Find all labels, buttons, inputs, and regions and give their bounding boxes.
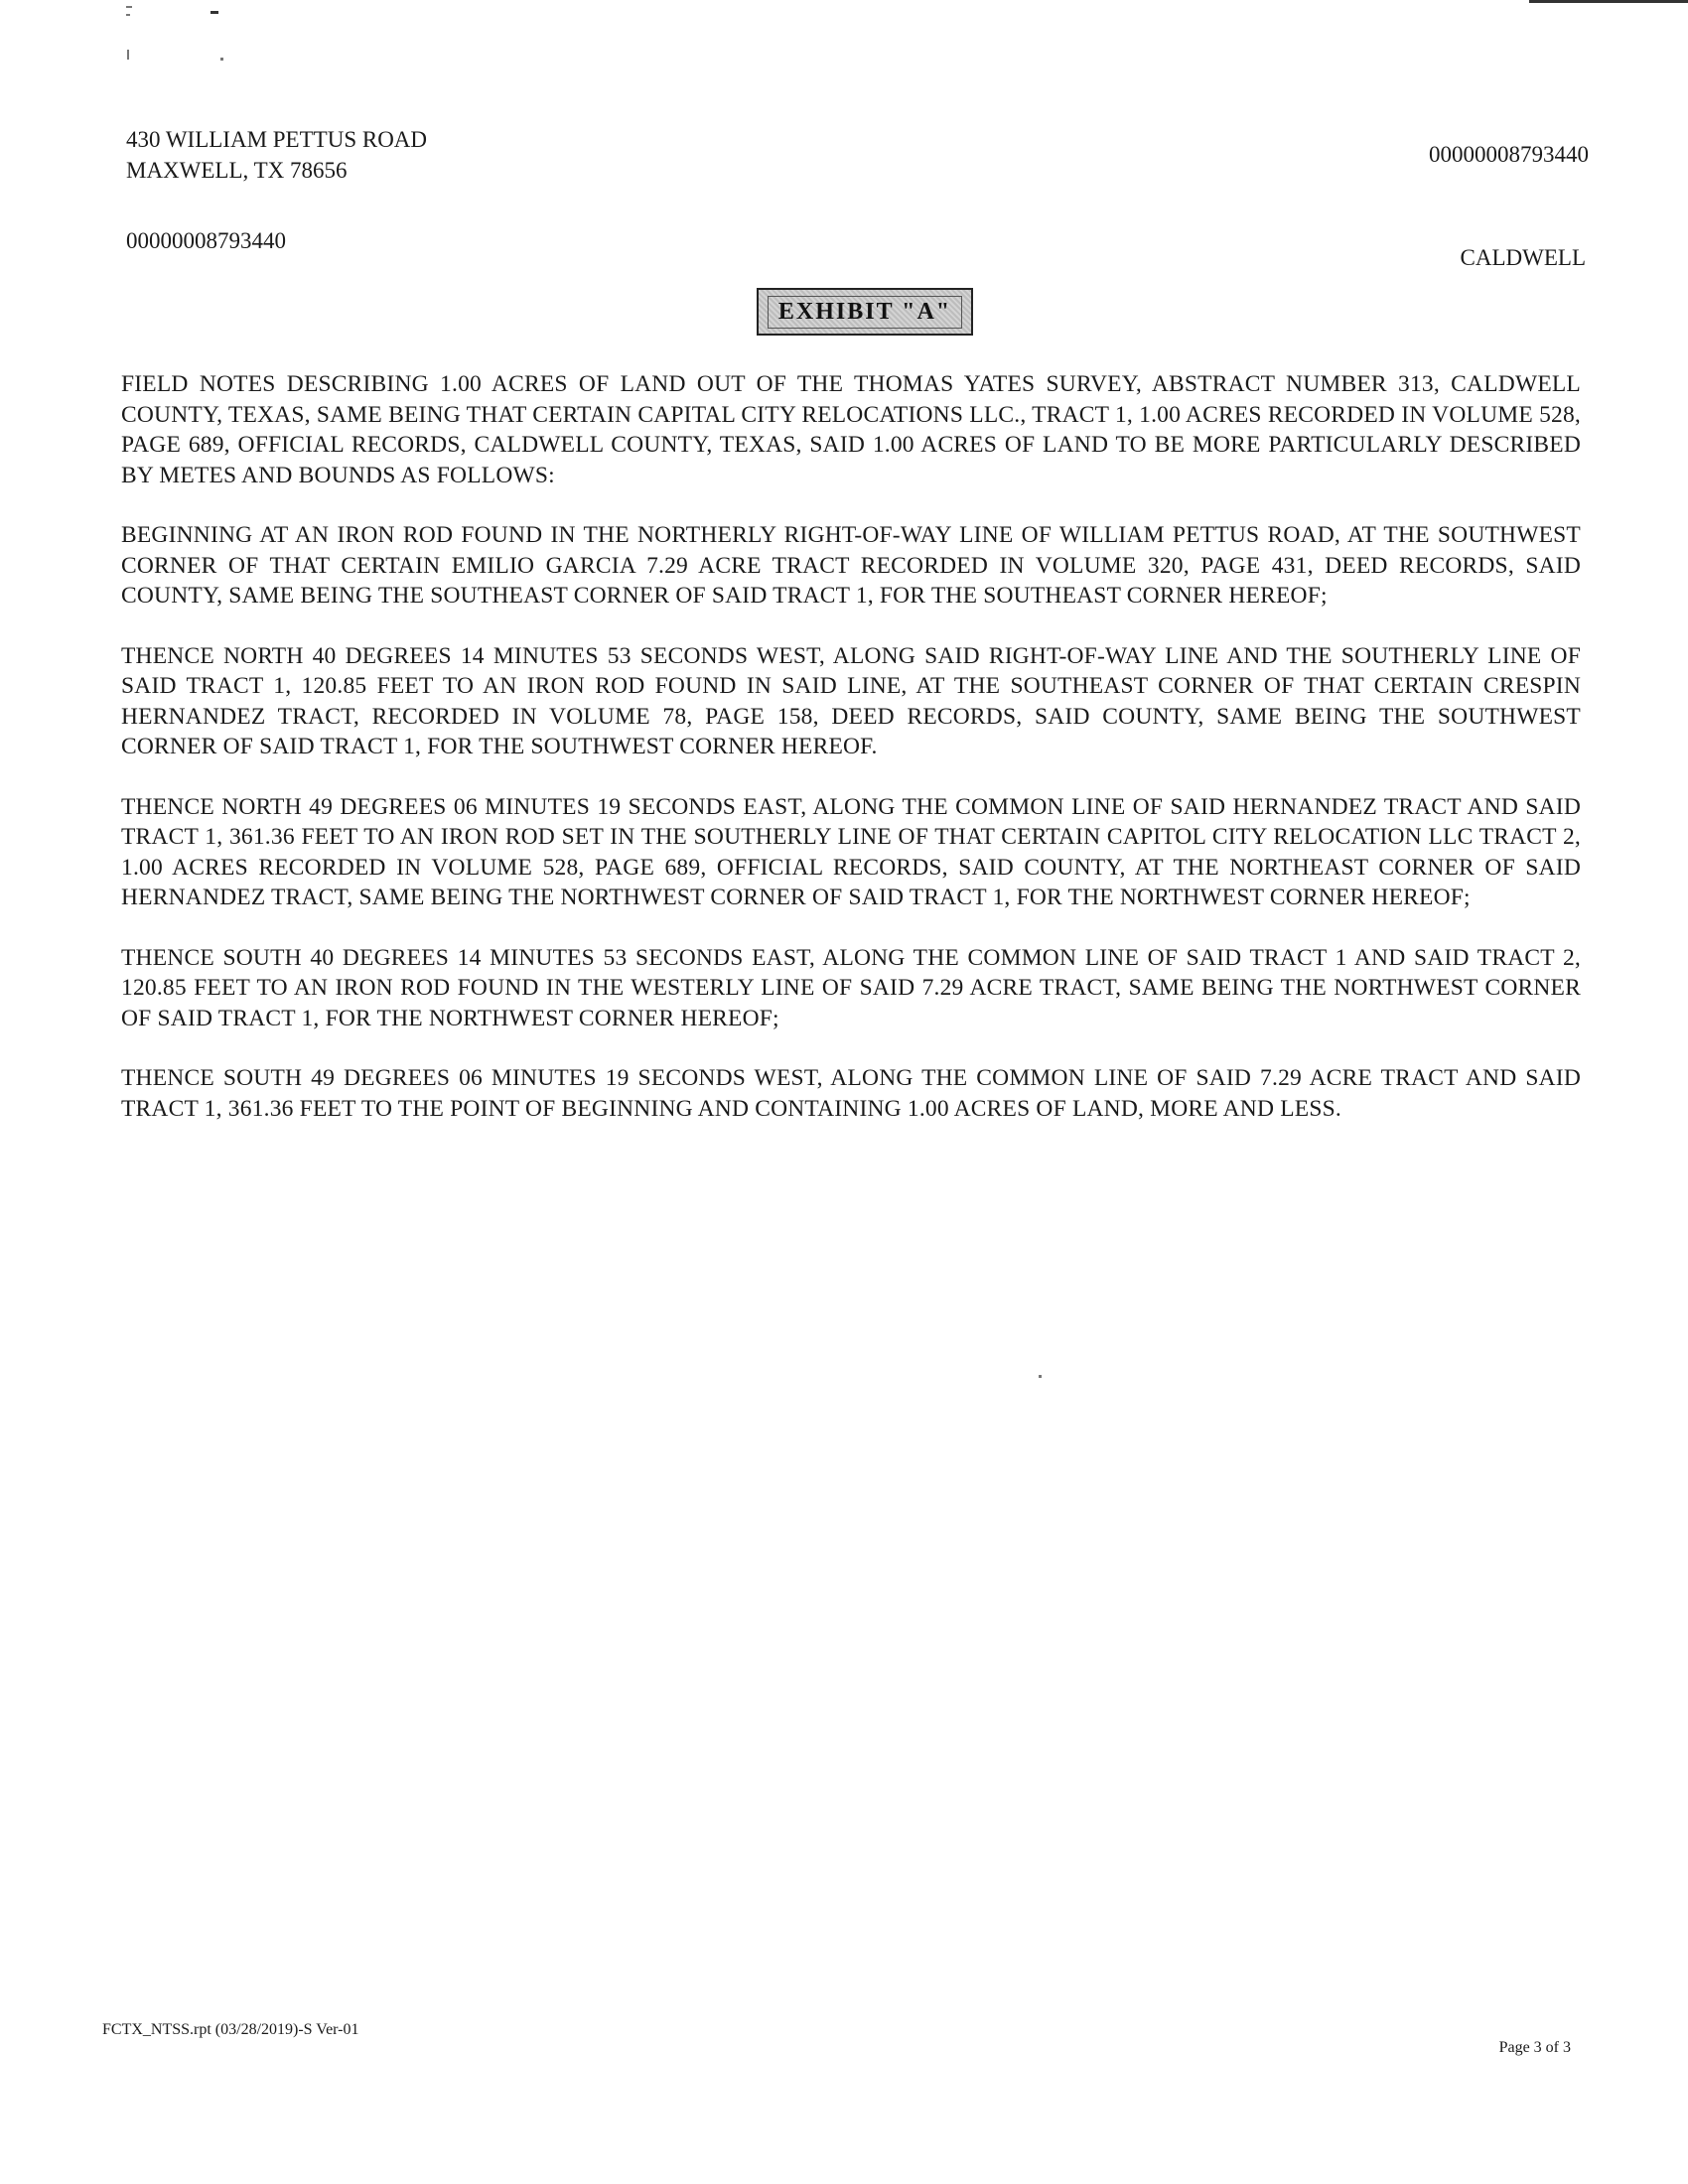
- paragraph-thence-1: THENCE NORTH 40 DEGREES 14 MINUTES 53 SECONDS WEST, ALONG SAID RIGHT-OF-WAY LINE AND THE SOUTHERLY LINE OF SAID TRACT 1, 120.85 FEET TO AN IRON ROD FOUND IN SAID LINE, AT THE SOUTHEAST CORNER OF THAT CERTAIN CRESPIN HERNANDEZ TRACT, RECORDED IN VOLUME 78, PAGE 158, DEED RECORDS, SAID COUNTY, SAME BEING THE SOUTHWEST CORNER OF SAID TRACT 1, FOR THE SOUTHWEST CORNER HEREOF.: [121, 642, 1581, 759]
- scan-speck: [127, 50, 129, 60]
- address-line-2: MAXWELL, TX 78656: [126, 158, 348, 183]
- report-id: FCTX_NTSS.rpt (03/28/2019)-S Ver-01: [102, 2021, 359, 2038]
- county-name: CALDWELL: [1460, 245, 1586, 270]
- scan-speck: [211, 11, 218, 14]
- scan-speck: [126, 6, 132, 8]
- legal-description: [121, 369, 1581, 1154]
- paragraph-thence-3: THENCE SOUTH 40 DEGREES 14 MINUTES 53 SECONDS EAST, ALONG THE COMMON LINE OF SAID TRACT 1 AND SAID TRACT 2, 120.85 FEET TO AN IRON ROD FOUND IN THE WESTERLY LINE OF SAID 7.29 ACRE TRACT, SAME BEING THE NORTHWEST CORNER OF SAID TRACT 1, FOR THE NORTHWEST CORNER HEREOF;: [121, 944, 1581, 1031]
- scan-speck: [220, 58, 223, 61]
- property-address: [126, 124, 427, 186]
- loan-number-left: 00000008793440: [126, 228, 286, 253]
- scan-speck: [1039, 1375, 1042, 1378]
- scan-speck: [126, 14, 130, 16]
- paragraph-thence-4: THENCE SOUTH 49 DEGREES 06 MINUTES 19 SECONDS WEST, ALONG THE COMMON LINE OF SAID 7.29 ACRE TRACT AND SAID TRACT 1, 361.36 FEET TO THE POINT OF BEGINNING AND CONTAINING 1.00 ACRES OF LAND, MORE AND LESS.: [121, 1065, 1581, 1122]
- paragraph-field-notes: FIELD NOTES DESCRIBING 1.00 ACRES OF LAND OUT OF THE THOMAS YATES SURVEY, ABSTRACT NUMBER 313, CALDWELL COUNTY, TEXAS, SAME BEING THAT CERTAIN CAPITAL CITY RELOCATIONS LLC., TRACT 1, 1.00 ACRES RECORDED IN VOLUME 528, PAGE 689, OFFICIAL RECORDS, CALDWELL COUNTY, TEXAS, SAID 1.00 ACRES OF LAND TO BE MORE PARTICULARLY DESCRIBED BY METES AND BOUNDS AS FOLLOWS:: [121, 371, 1581, 488]
- paragraph-beginning: BEGINNING AT AN IRON ROD FOUND IN THE NORTHERLY RIGHT-OF-WAY LINE OF WILLIAM PETTUS ROAD, AT THE SOUTHWEST CORNER OF THAT CERTAIN EMILIO GARCIA 7.29 ACRE TRACT RECORDED IN VOLUME 320, PAGE 431, DEED RECORDS, SAID COUNTY, SAME BEING THE SOUTHEAST CORNER OF SAID TRACT 1, FOR THE SOUTHEAST CORNER HEREOF;: [121, 522, 1581, 609]
- exhibit-title: EXHIBIT "A": [768, 296, 962, 329]
- page-number: Page 3 of 3: [1498, 2039, 1571, 2056]
- address-line-1: 430 WILLIAM PETTUS ROAD: [126, 127, 428, 152]
- paragraph-thence-2: THENCE NORTH 49 DEGREES 06 MINUTES 19 SECONDS EAST, ALONG THE COMMON LINE OF SAID HERNANDEZ TRACT AND SAID TRACT 1, 361.36 FEET TO AN IRON ROD SET IN THE SOUTHERLY LINE OF THAT CERTAIN CAPITOL CITY RELOCATION LLC TRACT 2, 1.00 ACRES RECORDED IN VOLUME 528, PAGE 689, OFFICIAL RECORDS, SAID COUNTY, AT THE NORTHEAST CORNER OF SAID HERNANDEZ TRACT, SAME BEING THE NORTHWEST CORNER OF SAID TRACT 1, FOR THE NORTHWEST CORNER HEREOF;: [121, 793, 1581, 910]
- loan-number-right: 00000008793440: [1429, 142, 1589, 167]
- scan-speck: [1529, 0, 1688, 3]
- exhibit-title-box: [757, 288, 973, 336]
